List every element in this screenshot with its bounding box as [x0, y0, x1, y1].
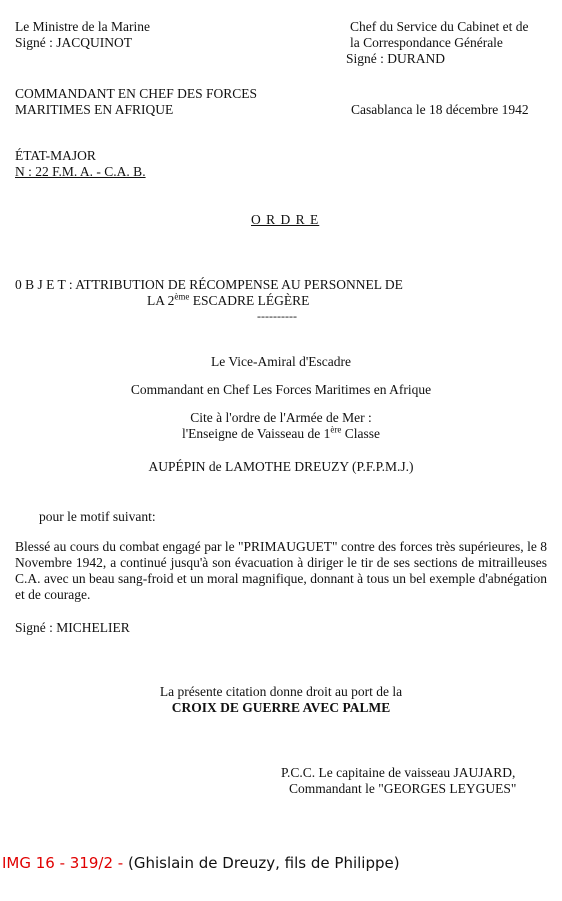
- signature-michelier: Signé : MICHELIER: [15, 620, 130, 635]
- reference-number: N : 22 F.M. A. - C.A. B.: [15, 164, 146, 179]
- recipient-name: AUPÉPIN de LAMOTHE DREUZY (P.F.P.M.J.): [148, 459, 414, 474]
- award-decoration: CROIX DE GUERRE AVEC PALME: [171, 700, 391, 715]
- command-line-2: MARITIMES EN AFRIQUE: [15, 102, 174, 117]
- objet-line-1: 0 B J E T : ATTRIBUTION DE RÉCOMPENSE AU PERSONNEL DE: [15, 277, 403, 292]
- cabinet-chief-subtitle: la Correspondance Générale: [350, 35, 503, 50]
- citation-line-1: Cite à l'ordre de l'Armée de Mer :: [190, 410, 372, 425]
- citation-line-2: l'Enseigne de Vaisseau de 1ère Classe: [181, 424, 381, 441]
- issuer-command: Commandant en Chef Les Forces Maritimes en Afrique: [130, 382, 432, 397]
- issuer-rank: Le Vice-Amiral d'Escadre: [210, 354, 352, 369]
- minister-signature: Signé : JACQUINOT: [15, 35, 132, 50]
- image-reference: IMG 16 - 319/2 -: [2, 854, 128, 872]
- award-line-1: La présente citation donne droit au port de la: [159, 684, 403, 699]
- etat-major-label: ÉTAT-MAJOR: [15, 148, 96, 163]
- caption-text: (Ghislain de Dreuzy, fils de Philippe): [127, 854, 400, 872]
- command-line-1: COMMANDANT EN CHEF DES FORCES: [15, 86, 258, 101]
- pcc-line-2: Commandant le "GEORGES LEYGUES": [289, 781, 517, 796]
- motif-text: Blessé au cours du combat engagé par le "PRIMAUGUET" contre des forces très supérieures, le 8 Novembre 1942, a continué jusqu'à son évacuation à diriger le tir de ses sections de mitrailleuses C.A. avec un beau sang-froid et un moral magnifique, donnant à tous un bel exemple d'abnégation et de courage.: [15, 539, 547, 602]
- order-title: O R D R E: [251, 212, 320, 227]
- cabinet-chief-title: Chef du Service du Cabinet et de: [350, 19, 529, 34]
- separator-rule: ----------: [257, 309, 297, 323]
- pcc-line-1: P.C.C. Le capitaine de vaisseau JAUJARD,: [281, 765, 516, 780]
- minister-title: Le Ministre de la Marine: [15, 19, 150, 34]
- objet-line-2: LA 2ème ESCADRE LÉGÈRE: [147, 291, 310, 308]
- image-caption: [2, 854, 400, 872]
- cabinet-chief-signature: Signé : DURAND: [346, 51, 446, 66]
- motif-intro: pour le motif suivant:: [39, 509, 156, 524]
- place-date: Casablanca le 18 décembre 1942: [351, 102, 529, 117]
